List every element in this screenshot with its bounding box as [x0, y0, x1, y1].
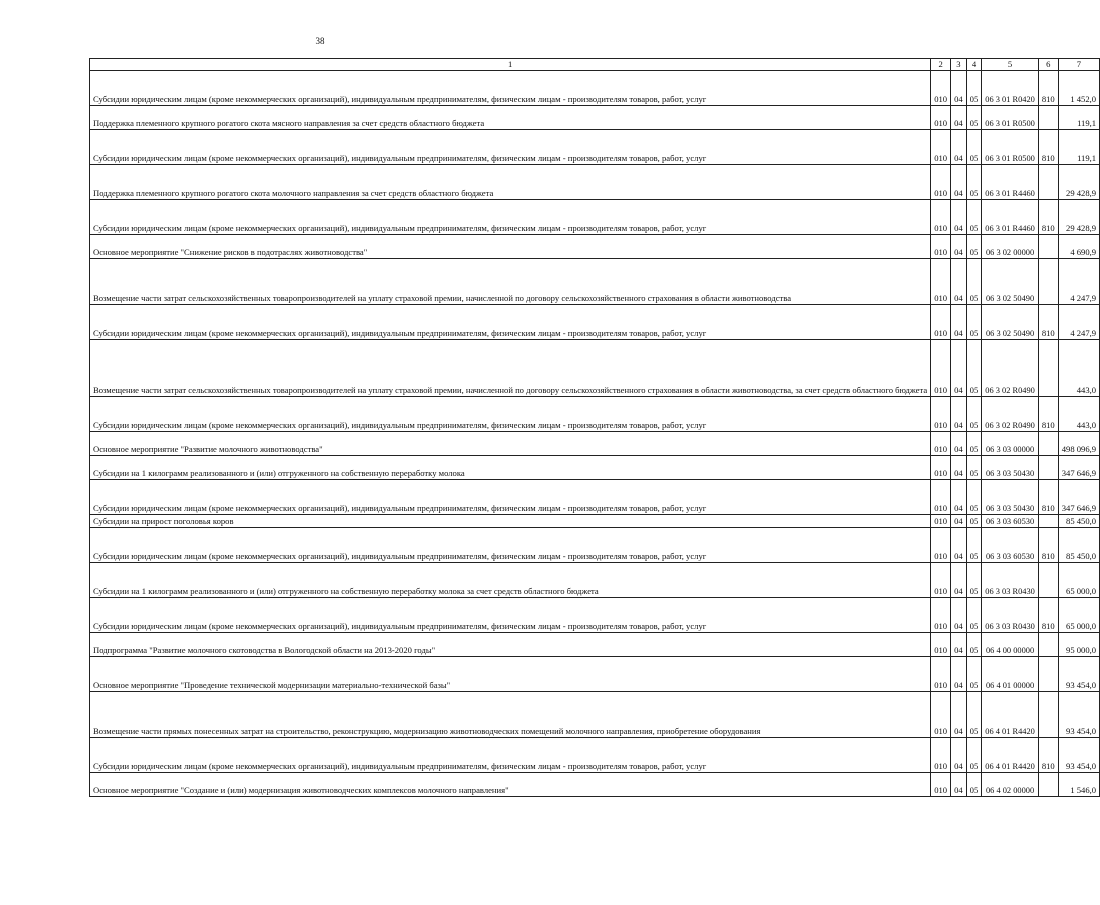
code-expense-type: 810	[1038, 305, 1058, 340]
row-name: Подпрограмма "Развитие молочного скотоводства в Вологодской области на 2013-2020 годы"	[90, 633, 931, 657]
code-target-article: 06 4 00 00000	[982, 633, 1039, 657]
table-row	[90, 397, 1100, 432]
table-row	[90, 130, 1100, 165]
table-row	[90, 598, 1100, 633]
code-grbs: 010	[931, 235, 951, 259]
code-section: 04	[951, 598, 967, 633]
column-header: 3	[951, 59, 967, 71]
code-subsection: 05	[966, 563, 982, 598]
row-amount: 119,1	[1058, 130, 1099, 165]
code-subsection: 05	[966, 773, 982, 797]
code-section: 04	[951, 235, 967, 259]
row-name: Субсидии юридическим лицам (кроме некоммерческих организаций), индивидуальным предпринимателям, физическим лицам - производителям товаров, работ, услуг	[90, 598, 931, 633]
page-number: 38	[315, 36, 325, 46]
code-grbs: 010	[931, 397, 951, 432]
row-name: Субсидии юридическим лицам (кроме некоммерческих организаций), индивидуальным предпринимателям, физическим лицам - производителям товаров, работ, услуг	[90, 397, 931, 432]
row-name: Основное мероприятие "Снижение рисков в подотраслях животноводства"	[90, 235, 931, 259]
code-target-article: 06 3 02 50490	[982, 305, 1039, 340]
row-amount: 65 000,0	[1058, 598, 1099, 633]
row-amount: 95 000,0	[1058, 633, 1099, 657]
code-target-article: 06 3 03 R0430	[982, 563, 1039, 598]
code-expense-type: 810	[1038, 598, 1058, 633]
table-row	[90, 165, 1100, 200]
code-expense-type	[1038, 456, 1058, 480]
row-amount: 93 454,0	[1058, 692, 1099, 738]
row-amount: 4 247,9	[1058, 259, 1099, 305]
code-section: 04	[951, 130, 967, 165]
row-amount: 29 428,9	[1058, 165, 1099, 200]
row-name: Основное мероприятие "Развитие молочного животноводства"	[90, 432, 931, 456]
code-section: 04	[951, 200, 967, 235]
code-subsection: 05	[966, 235, 982, 259]
code-target-article: 06 3 02 50490	[982, 259, 1039, 305]
code-section: 04	[951, 397, 967, 432]
code-subsection: 05	[966, 259, 982, 305]
code-expense-type	[1038, 563, 1058, 598]
table-row	[90, 692, 1100, 738]
table-row	[90, 657, 1100, 692]
code-target-article: 06 3 03 00000	[982, 432, 1039, 456]
code-grbs: 010	[931, 71, 951, 106]
code-grbs: 010	[931, 657, 951, 692]
code-expense-type	[1038, 165, 1058, 200]
row-name: Субсидии юридическим лицам (кроме некоммерческих организаций), индивидуальным предпринимателям, физическим лицам - производителям товаров, работ, услуг	[90, 738, 931, 773]
code-subsection: 05	[966, 200, 982, 235]
code-section: 04	[951, 71, 967, 106]
code-grbs: 010	[931, 130, 951, 165]
code-grbs: 010	[931, 480, 951, 515]
code-target-article: 06 3 02 00000	[982, 235, 1039, 259]
code-expense-type	[1038, 106, 1058, 130]
row-amount: 498 096,9	[1058, 432, 1099, 456]
code-subsection: 05	[966, 633, 982, 657]
code-subsection: 05	[966, 480, 982, 515]
code-section: 04	[951, 480, 967, 515]
code-subsection: 05	[966, 528, 982, 563]
row-name: Субсидии на 1 килограмм реализованного и (или) отгруженного на собственную переработку молока за счет средств областного бюджета	[90, 563, 931, 598]
code-grbs: 010	[931, 456, 951, 480]
code-grbs: 010	[931, 528, 951, 563]
row-name: Возмещение части затрат сельскохозяйственных товаропроизводителей на уплату страховой премии, начисленной по договору сельскохозяйственного страхования в области животноводства	[90, 259, 931, 305]
code-grbs: 010	[931, 106, 951, 130]
row-amount: 119,1	[1058, 106, 1099, 130]
row-amount: 4 247,9	[1058, 305, 1099, 340]
code-subsection: 05	[966, 305, 982, 340]
table-row	[90, 432, 1100, 456]
code-subsection: 05	[966, 432, 982, 456]
row-name: Возмещение части затрат сельскохозяйственных товаропроизводителей на уплату страховой премии, начисленной по договору сельскохозяйственного страхования в области животноводства, за счет средств областного бюджета	[90, 340, 931, 397]
code-grbs: 010	[931, 598, 951, 633]
table-row	[90, 235, 1100, 259]
code-subsection: 05	[966, 397, 982, 432]
code-grbs: 010	[931, 515, 951, 528]
code-target-article: 06 3 01 R4460	[982, 200, 1039, 235]
row-name: Основное мероприятие "Проведение технической модернизации материально-технической базы"	[90, 657, 931, 692]
code-subsection: 05	[966, 456, 982, 480]
table-row	[90, 633, 1100, 657]
code-target-article: 06 3 01 R4460	[982, 165, 1039, 200]
code-section: 04	[951, 773, 967, 797]
row-amount: 4 690,9	[1058, 235, 1099, 259]
code-subsection: 05	[966, 130, 982, 165]
code-expense-type: 810	[1038, 528, 1058, 563]
code-target-article: 06 4 01 R4420	[982, 692, 1039, 738]
code-subsection: 05	[966, 657, 982, 692]
code-grbs: 010	[931, 432, 951, 456]
code-grbs: 010	[931, 165, 951, 200]
table-header-row	[90, 59, 1100, 71]
code-subsection: 05	[966, 106, 982, 130]
row-name: Субсидии юридическим лицам (кроме некоммерческих организаций), индивидуальным предпринимателям, физическим лицам - производителям товаров, работ, услуг	[90, 528, 931, 563]
table-row	[90, 480, 1100, 515]
code-expense-type	[1038, 515, 1058, 528]
row-name: Субсидии юридическим лицам (кроме некоммерческих организаций), индивидуальным предпринимателям, физическим лицам - производителям товаров, работ, услуг	[90, 480, 931, 515]
table-row	[90, 200, 1100, 235]
code-grbs: 010	[931, 200, 951, 235]
table-row	[90, 259, 1100, 305]
code-section: 04	[951, 106, 967, 130]
column-header: 5	[982, 59, 1039, 71]
code-expense-type: 810	[1038, 397, 1058, 432]
code-grbs: 010	[931, 738, 951, 773]
code-section: 04	[951, 165, 967, 200]
code-section: 04	[951, 515, 967, 528]
code-expense-type: 810	[1038, 71, 1058, 106]
code-section: 04	[951, 340, 967, 397]
table-row	[90, 340, 1100, 397]
row-name: Субсидии на 1 килограмм реализованного и (или) отгруженного на собственную переработку молока	[90, 456, 931, 480]
code-subsection: 05	[966, 165, 982, 200]
row-amount: 1 546,0	[1058, 773, 1099, 797]
column-header: 4	[966, 59, 982, 71]
code-target-article: 06 4 01 00000	[982, 657, 1039, 692]
code-section: 04	[951, 259, 967, 305]
table-row	[90, 456, 1100, 480]
code-expense-type: 810	[1038, 480, 1058, 515]
code-section: 04	[951, 738, 967, 773]
row-amount: 93 454,0	[1058, 738, 1099, 773]
code-target-article: 06 3 03 60530	[982, 528, 1039, 563]
row-amount: 29 428,9	[1058, 200, 1099, 235]
row-name: Субсидии на прирост поголовья коров	[90, 515, 931, 528]
code-target-article: 06 3 01 R0500	[982, 106, 1039, 130]
code-expense-type	[1038, 633, 1058, 657]
row-name: Поддержка племенного крупного рогатого скота молочного направления за счет средств областного бюджета	[90, 165, 931, 200]
row-amount: 65 000,0	[1058, 563, 1099, 598]
code-section: 04	[951, 692, 967, 738]
code-expense-type	[1038, 692, 1058, 738]
column-header: 6	[1038, 59, 1058, 71]
code-section: 04	[951, 633, 967, 657]
code-grbs: 010	[931, 773, 951, 797]
row-name: Субсидии юридическим лицам (кроме некоммерческих организаций), индивидуальным предпринимателям, физическим лицам - производителям товаров, работ, услуг	[90, 130, 931, 165]
code-subsection: 05	[966, 515, 982, 528]
code-target-article: 06 3 03 R0430	[982, 598, 1039, 633]
code-expense-type: 810	[1038, 130, 1058, 165]
code-target-article: 06 3 03 50430	[982, 480, 1039, 515]
row-name: Основное мероприятие "Создание и (или) модернизация животноводческих комплексов молочного направления"	[90, 773, 931, 797]
row-name: Возмещение части прямых понесенных затрат на строительство, реконструкцию, модернизацию животноводческих помещений молочного направления, приобретение оборудования	[90, 692, 931, 738]
row-name: Субсидии юридическим лицам (кроме некоммерческих организаций), индивидуальным предпринимателям, физическим лицам - производителям товаров, работ, услуг	[90, 200, 931, 235]
code-target-article: 06 4 01 R4420	[982, 738, 1039, 773]
budget-table	[89, 58, 1100, 797]
code-subsection: 05	[966, 738, 982, 773]
column-header: 2	[931, 59, 951, 71]
row-name: Поддержка племенного крупного рогатого скота мясного направления за счет средств областного бюджета	[90, 106, 931, 130]
table-row	[90, 305, 1100, 340]
code-section: 04	[951, 657, 967, 692]
code-subsection: 05	[966, 692, 982, 738]
table-row	[90, 106, 1100, 130]
code-section: 04	[951, 528, 967, 563]
table-row	[90, 563, 1100, 598]
row-amount: 347 646,9	[1058, 456, 1099, 480]
code-grbs: 010	[931, 692, 951, 738]
column-header: 1	[90, 59, 931, 71]
table-row	[90, 738, 1100, 773]
code-section: 04	[951, 305, 967, 340]
code-target-article: 06 3 01 R0500	[982, 130, 1039, 165]
code-expense-type	[1038, 340, 1058, 397]
code-target-article: 06 3 01 R0420	[982, 71, 1039, 106]
code-grbs: 010	[931, 633, 951, 657]
row-name: Субсидии юридическим лицам (кроме некоммерческих организаций), индивидуальным предпринимателям, физическим лицам - производителям товаров, работ, услуг	[90, 71, 931, 106]
code-grbs: 010	[931, 259, 951, 305]
code-expense-type	[1038, 657, 1058, 692]
table-row	[90, 515, 1100, 528]
row-amount: 85 450,0	[1058, 528, 1099, 563]
code-target-article: 06 4 02 00000	[982, 773, 1039, 797]
code-subsection: 05	[966, 598, 982, 633]
row-amount: 93 454,0	[1058, 657, 1099, 692]
code-expense-type	[1038, 773, 1058, 797]
code-subsection: 05	[966, 71, 982, 106]
code-target-article: 06 3 03 50430	[982, 456, 1039, 480]
code-expense-type: 810	[1038, 200, 1058, 235]
row-amount: 85 450,0	[1058, 515, 1099, 528]
code-target-article: 06 3 02 R0490	[982, 340, 1039, 397]
code-grbs: 010	[931, 305, 951, 340]
code-grbs: 010	[931, 563, 951, 598]
row-amount: 443,0	[1058, 340, 1099, 397]
code-section: 04	[951, 456, 967, 480]
table-row	[90, 528, 1100, 563]
code-section: 04	[951, 432, 967, 456]
code-grbs: 010	[931, 340, 951, 397]
code-expense-type	[1038, 432, 1058, 456]
code-target-article: 06 3 03 60530	[982, 515, 1039, 528]
row-amount: 1 452,0	[1058, 71, 1099, 106]
column-header: 7	[1058, 59, 1099, 71]
code-expense-type	[1038, 259, 1058, 305]
code-expense-type: 810	[1038, 738, 1058, 773]
row-amount: 443,0	[1058, 397, 1099, 432]
table-row	[90, 773, 1100, 797]
row-amount: 347 646,9	[1058, 480, 1099, 515]
code-expense-type	[1038, 235, 1058, 259]
table-row	[90, 71, 1100, 106]
row-name: Субсидии юридическим лицам (кроме некоммерческих организаций), индивидуальным предпринимателям, физическим лицам - производителям товаров, работ, услуг	[90, 305, 931, 340]
code-target-article: 06 3 02 R0490	[982, 397, 1039, 432]
code-subsection: 05	[966, 340, 982, 397]
code-section: 04	[951, 563, 967, 598]
